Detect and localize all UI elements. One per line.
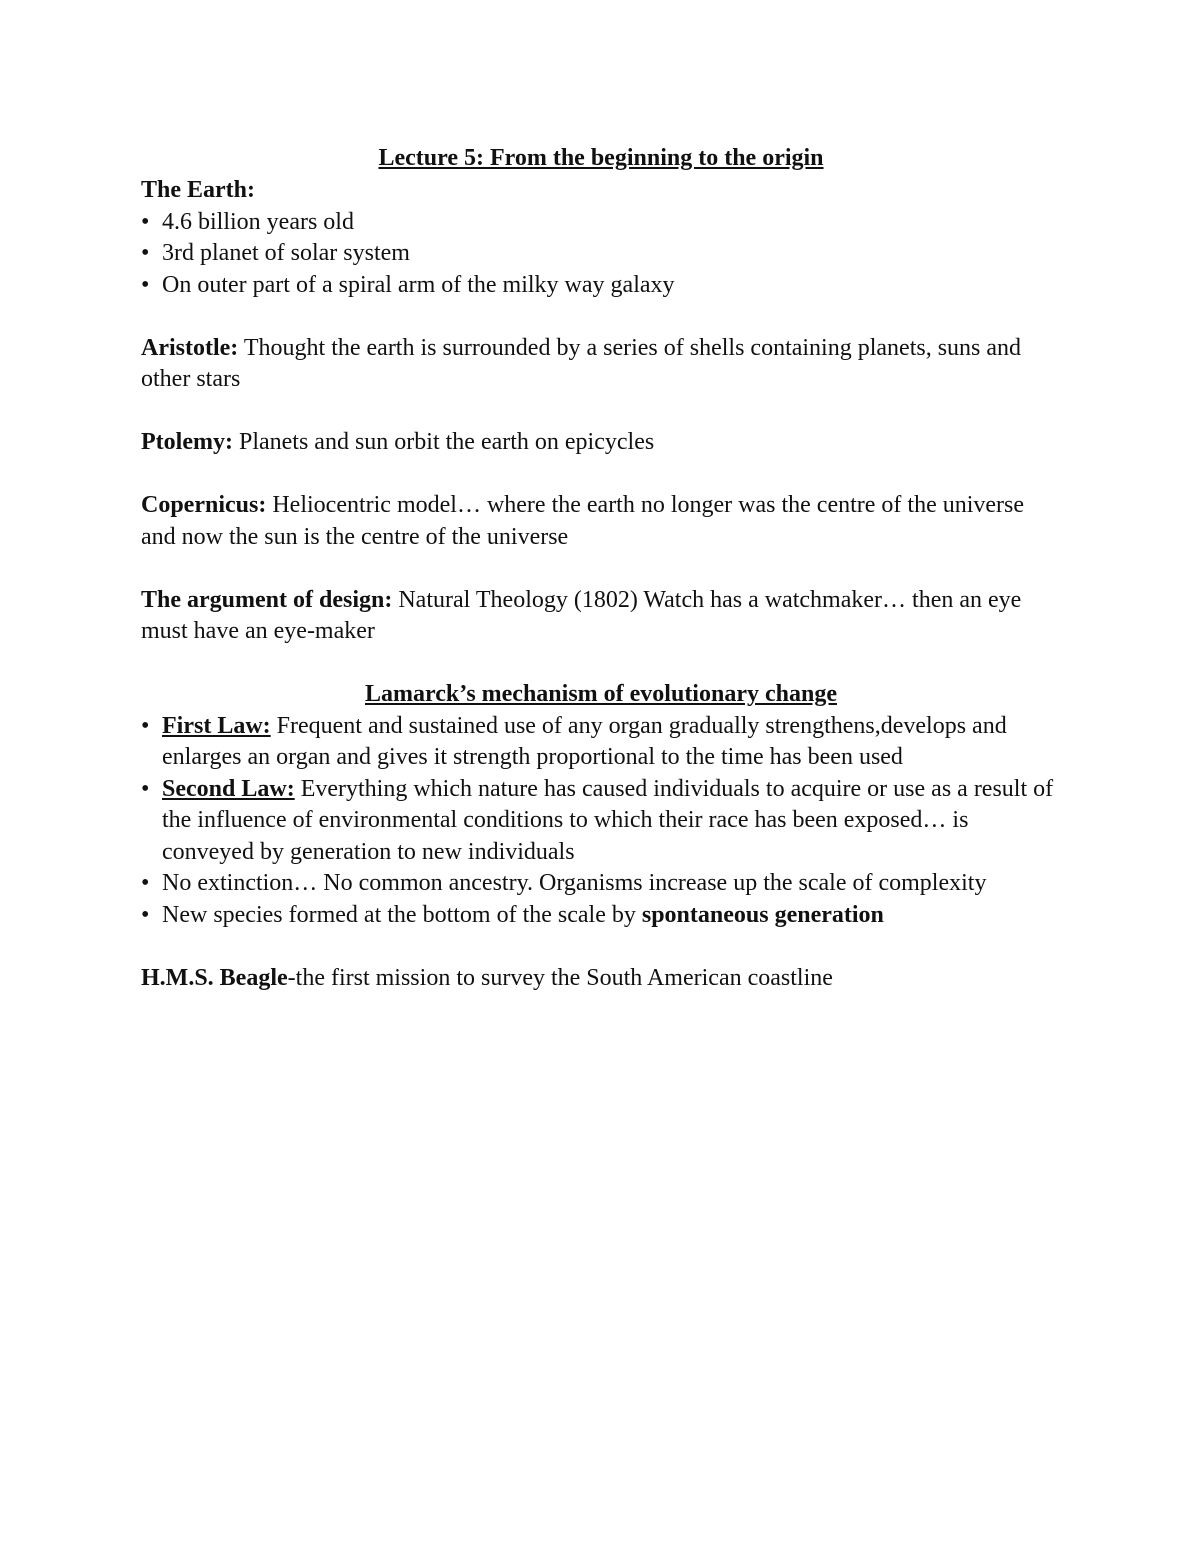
design-paragraph — [141, 585, 1061, 648]
earth-heading: The Earth: — [141, 177, 255, 203]
second-law-label: Second Law: — [162, 775, 295, 802]
list-item — [141, 774, 1061, 869]
spontaneous-text: New species formed at the bottom of the scale by — [162, 901, 642, 928]
page-title: Lecture 5: From the beginning to the origin — [378, 145, 824, 171]
aristotle-paragraph — [141, 333, 1061, 396]
list-item — [141, 900, 1061, 932]
first-law-label: First Law: — [162, 712, 271, 739]
lamarck-heading: Lamarck’s mechanism of evolutionary change — [365, 681, 837, 707]
spontaneous-bold: spontaneous generation — [641, 901, 884, 928]
aristotle-text: Thought the earth is surrounded by a series of shells containing planets, suns and other stars — [141, 334, 1022, 392]
list-item: • 4.6 billion years old — [141, 207, 1061, 239]
list-item: • On outer part of a spiral arm of the milky way galaxy — [141, 270, 1061, 302]
beagle-text: -the first mission to survey the South American coastline — [287, 964, 833, 991]
document-page — [141, 141, 1061, 994]
ptolemy-paragraph — [141, 427, 1061, 459]
aristotle-label: Aristotle: — [141, 334, 239, 361]
design-text: Natural Theology (1802) Watch has a watchmaker… then an eye must have an eye-maker — [141, 586, 1022, 644]
beagle-label: H.M.S. Beagle — [141, 964, 288, 991]
list-item: • 3rd planet of solar system — [141, 238, 1061, 270]
beagle-paragraph — [141, 963, 1061, 995]
copernicus-paragraph — [141, 490, 1061, 553]
lamarck-list — [141, 711, 1061, 932]
ptolemy-text: Planets and sun orbit the earth on epicycles — [232, 429, 655, 455]
copernicus-label: Copernicus: — [141, 492, 267, 518]
list-item — [141, 711, 1061, 774]
second-law-text: Everything which nature has caused individuals to acquire or use as a result of the influence of environmental conditions to which their race has been exposed… is conveyed by generation to new individuals — [162, 775, 1054, 865]
first-law-text: Frequent and sustained use of any organ gradually strengthens,develops and enlarges an organ and gives it strength proportional to the time has been used — [162, 712, 1007, 770]
ptolemy-label: Ptolemy: — [141, 429, 233, 455]
design-label: The argument of design: — [141, 586, 393, 613]
list-item: • No extinction… No common ancestry. Organisms increase up the scale of complexity — [141, 868, 1061, 900]
copernicus-text: Heliocentric model… where the earth no longer was the centre of the universe and now the sun is the centre of the universe — [141, 492, 1025, 550]
earth-list — [141, 207, 1061, 302]
